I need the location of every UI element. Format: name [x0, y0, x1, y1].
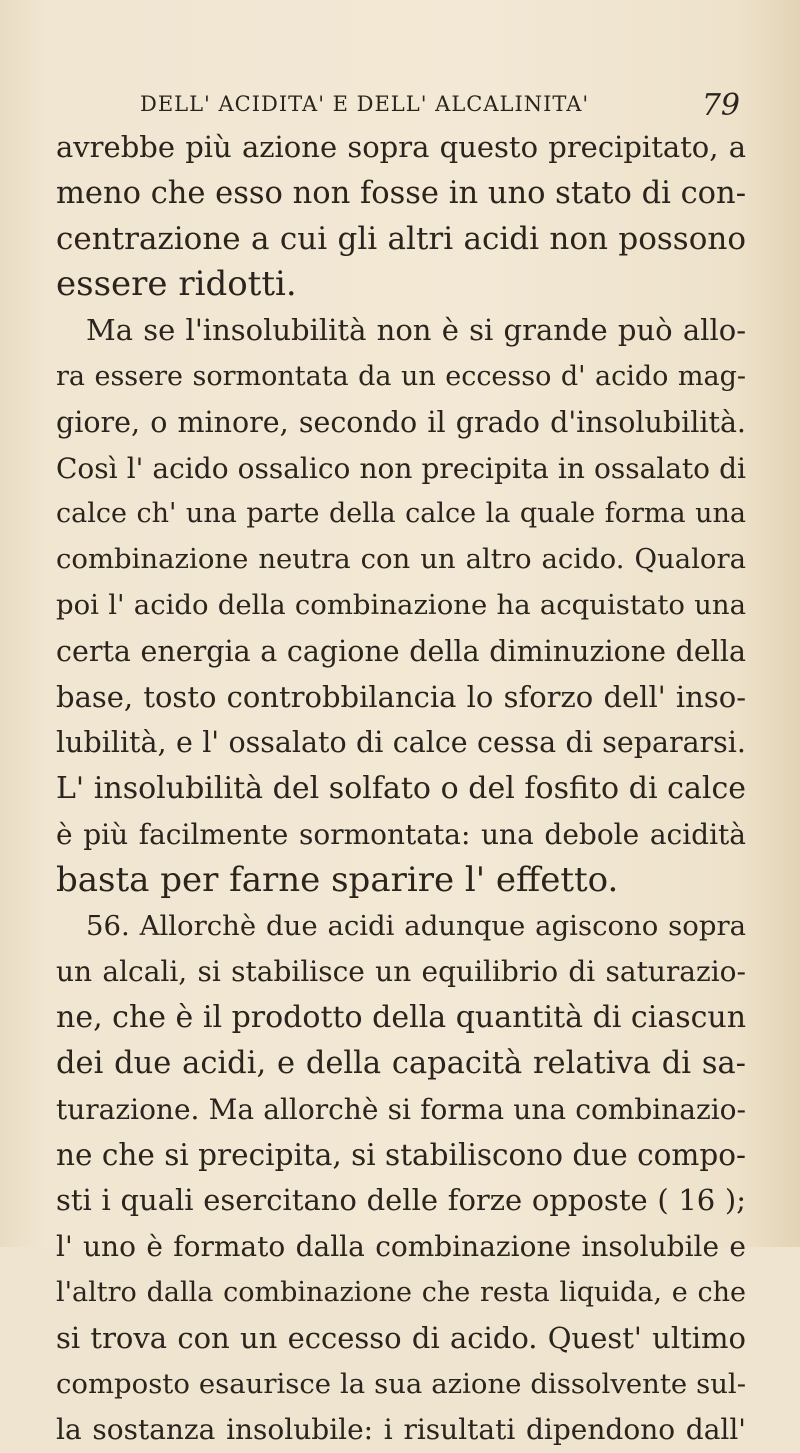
- text-line: ne che si precipita, si stabiliscono due compo-: [56, 1137, 746, 1172]
- text-line: ne, che è il prodotto della quantità di ciascun: [56, 1000, 747, 1036]
- text-line: base, tosto controbbilancia lo sforzo dell' inso-: [56, 679, 746, 714]
- body-text: [56, 125, 746, 1453]
- text-line: ra essere sormontata da un eccesso d' acido mag-: [56, 360, 746, 392]
- text-line: essere ridotti.: [56, 264, 297, 305]
- page-header: [140, 88, 740, 128]
- text-line: è più facilmente sormontata: una debole acidità: [56, 817, 746, 851]
- text-line: Ma se l'insolubilità non è si grande può allo-: [86, 313, 746, 348]
- text-line: centrazione a cui gli altri acidi non possono: [56, 220, 746, 257]
- text-line: giore, o minore, secondo il grado d'insolubilità.: [56, 405, 746, 439]
- text-line: la sostanza insolubile: i risultati dipendono dall': [56, 1413, 746, 1447]
- text-line: l' uno è formato dalla combinazione insolubile e: [56, 1230, 746, 1264]
- text-line: composto esaurisce la sua azione dissolvente sul-: [56, 1367, 746, 1400]
- text-line: si trova con un eccesso di acido. Quest' ultimo: [56, 1320, 746, 1355]
- text-line: combinazione neutra con un altro acido. Qualora: [56, 543, 746, 576]
- running-head: DELL' ACIDITA' E DELL' ALCALINITA': [140, 92, 590, 116]
- text-line: basta per farne sparire l' effetto.: [56, 859, 619, 900]
- text-line: avrebbe più azione sopra questo precipitato, a: [56, 130, 746, 164]
- text-line: sti i quali esercitano delle forze opposte ( 16 );: [56, 1183, 746, 1218]
- text-line: l'altro dalla combinazione che resta liquida, e che: [56, 1276, 746, 1308]
- text-line: certa energia a cagione della diminuzione della: [56, 634, 746, 668]
- text-line: Così l' acido ossalico non precipita in ossalato di: [56, 451, 746, 485]
- text-line: turazione. Ma allorchè si forma una combinazio-: [56, 1092, 746, 1126]
- text-line: calce ch' una parte della calce la quale forma una: [56, 498, 746, 530]
- page-number: 79: [701, 88, 740, 123]
- text-line: dei due acidi, e della capacità relativa di sa-: [56, 1045, 746, 1081]
- text-line: lubilità, e l' ossalato di calce cessa di separarsi.: [56, 726, 746, 760]
- text-line: L' insolubilità del solfato o del fosfito di calce: [56, 771, 746, 807]
- text-line: meno che esso non fosse in uno stato di con-: [56, 175, 746, 211]
- text-line: un alcali, si stabilisce un equilibrio di saturazio-: [56, 955, 746, 989]
- text-line: 56. Allorchè due acidi adunque agiscono sopra: [86, 909, 746, 942]
- text-line: poi l' acido della combinazione ha acquistato una: [56, 588, 746, 621]
